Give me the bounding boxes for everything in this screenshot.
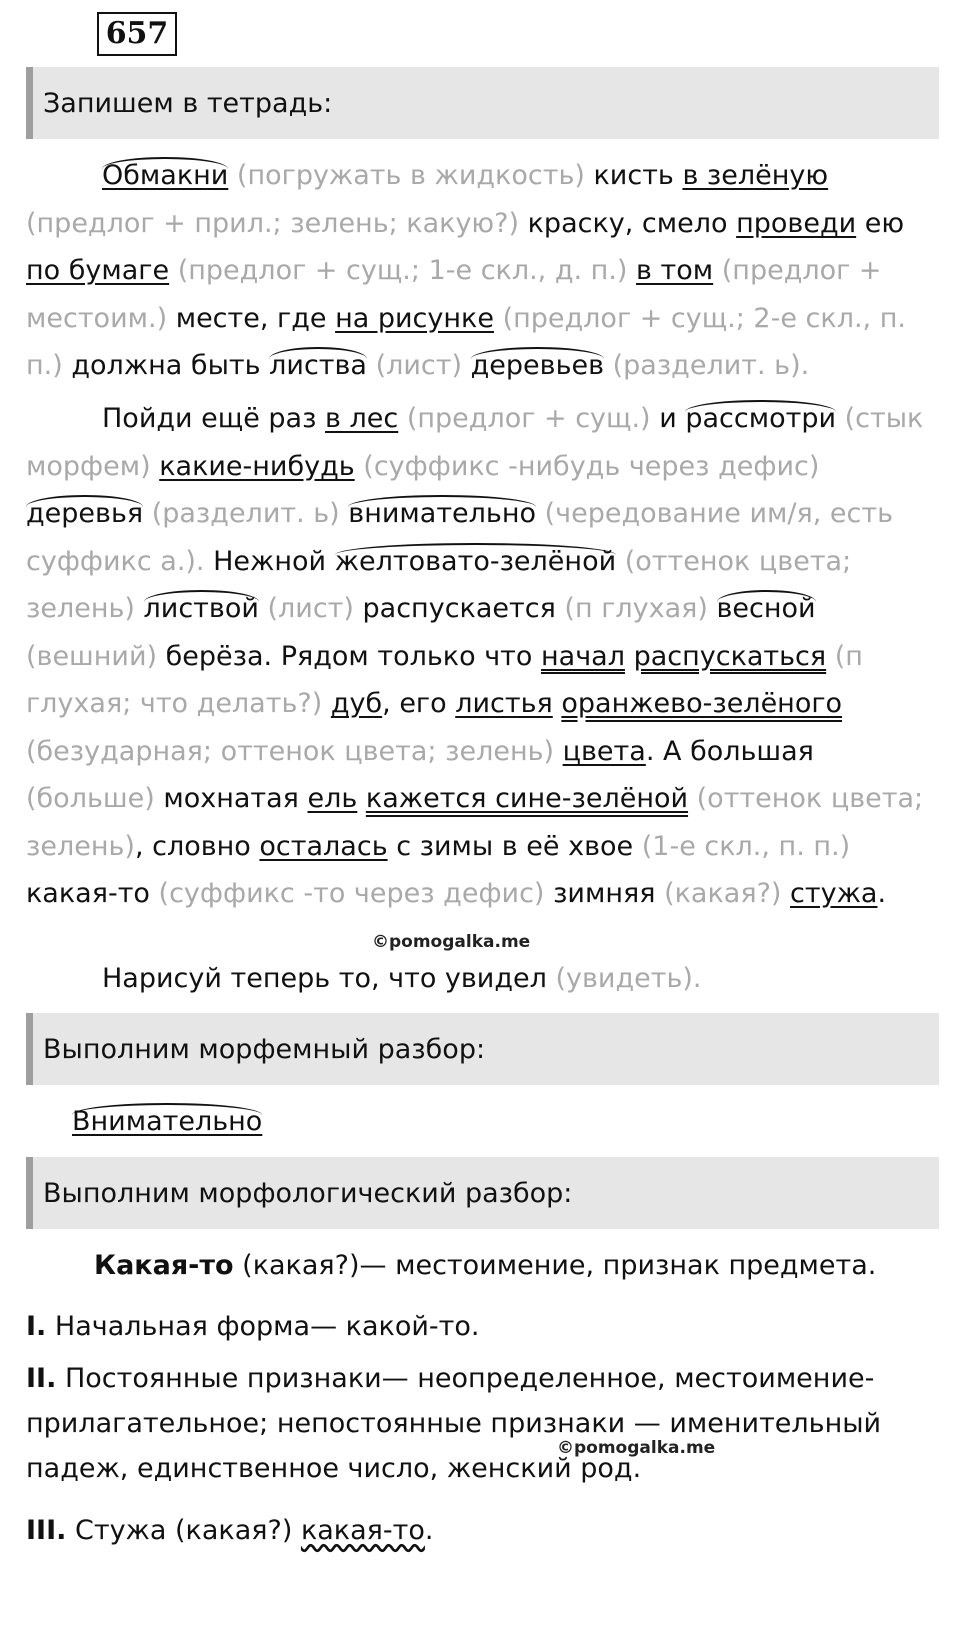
word: весной [717, 590, 816, 624]
text: . [877, 878, 887, 909]
word: начал [541, 640, 625, 672]
word: проведи [736, 207, 857, 239]
word: хвое [568, 830, 634, 862]
morph-word: Какая-то [94, 1250, 234, 1281]
morpheme-word-text: Внимательно [72, 1103, 262, 1137]
item-number: III. [26, 1515, 67, 1546]
hint: (чередование им/я, есть суффикс а.). [26, 498, 894, 577]
section-heading-morph [26, 1157, 939, 1229]
text: Нежной [213, 545, 327, 577]
hint: (безударная; оттенок цвета; зелень) [26, 735, 555, 767]
text: , его [382, 688, 447, 719]
word: в зелёную [682, 160, 829, 191]
item-number: II. [26, 1363, 57, 1394]
hint: (предлог + сущ.) [406, 403, 651, 434]
hint: (суффикс -то через дефис) [158, 878, 545, 909]
text: Пойди ещё раз [102, 403, 317, 434]
hint: (какая?) [664, 878, 782, 909]
item-text: Стужа (какая?) [75, 1515, 293, 1546]
morpheme-word [72, 1098, 372, 1146]
hint: (разделит. ь). [612, 350, 810, 381]
word: цвета [562, 735, 646, 767]
watermark: ©pomogalka.me [372, 932, 531, 952]
section-heading-write-text: Запишем в тетрадь: [43, 87, 333, 119]
hint: (стык морфем) [26, 403, 924, 482]
text: месте, где [175, 302, 327, 334]
word: распускается [362, 593, 556, 624]
text: краску, смело [527, 207, 728, 239]
hint: (вешний) [26, 640, 158, 672]
item-end: . [424, 1515, 434, 1546]
hint: (лист) [267, 593, 354, 624]
text: кисть [593, 160, 674, 191]
word: стужа [790, 878, 878, 909]
word: деревья [26, 495, 143, 529]
word: осталась [259, 830, 388, 862]
paragraph-3 [26, 955, 941, 1003]
hint: (больше) [26, 783, 155, 814]
hint: (п глухая) [564, 593, 708, 624]
hint: (оттенок цвета; зелень) [26, 545, 852, 624]
section-heading-write [26, 67, 939, 139]
word: рассмотри [685, 400, 836, 434]
word: по бумаге [26, 255, 170, 286]
word: желтовато-зелёной [335, 543, 616, 577]
watermark-2: ©pomogalka.me [557, 1438, 716, 1458]
word: внимательно [348, 495, 536, 529]
word: дуб [330, 688, 383, 719]
morph-intro-text: (какая?)— местоимение, признак предмета. [242, 1250, 877, 1281]
word: в том [636, 255, 714, 286]
hint: (лист) [375, 350, 463, 381]
paragraph-2 [26, 395, 941, 918]
text: и [659, 403, 677, 434]
hint: (разделит. ь) [151, 498, 340, 529]
word: большая [690, 735, 814, 767]
section-heading-morpheme [26, 1013, 939, 1085]
word: Обмакни [102, 157, 228, 191]
text: . А [645, 735, 682, 767]
word: ель [307, 783, 358, 814]
morph-item-2 [26, 1356, 941, 1491]
word: листья [455, 688, 553, 719]
text: с зимы в её [396, 830, 560, 862]
text: мохнатая [163, 783, 299, 814]
word: распускаться [633, 640, 827, 672]
hint: (предлог + прил.; зелень; какую?) [26, 207, 520, 239]
word: кажется сине-зелёной [365, 783, 689, 814]
word: какая-то [26, 878, 150, 909]
hint: (предлог + местоим.) [26, 255, 882, 334]
item-text: Начальная форма— какой-то. [54, 1311, 480, 1342]
item-number: I. [26, 1311, 47, 1342]
hint: (п глухая; что делать?) [26, 640, 863, 719]
morph-intro [26, 1242, 941, 1289]
word: оранжево-зелёного [561, 688, 843, 719]
hint: (суффикс -нибудь через дефис) [363, 450, 820, 482]
hint: (1-е скл., п. п.) [641, 830, 851, 862]
text: ею [864, 207, 905, 239]
morph-item-3 [26, 1507, 941, 1554]
text: должна быть [71, 350, 261, 381]
word: деревьев [471, 347, 604, 381]
hint: (оттенок цвета; зелень) [26, 783, 924, 862]
word: в лес [325, 403, 399, 434]
text: , словно [134, 830, 251, 862]
word: на рисунке [335, 302, 494, 334]
word: листва [269, 347, 367, 381]
item-text: Постоянные признаки— неопределенное, местоимение-прилагательное; непостоянные признаки — именительный падеж, единственное число, женский род. [26, 1363, 882, 1484]
word: листвой [144, 590, 259, 624]
section-heading-morph-text: Выполним морфологический разбор: [43, 1177, 573, 1209]
text: Нарисуй теперь то, что увидел [102, 963, 547, 994]
item-word: какая-то [300, 1515, 425, 1546]
section-heading-morpheme-text: Выполним морфемный разбор: [43, 1033, 486, 1065]
word: какие-нибудь [159, 450, 355, 482]
task-number: 657 [97, 12, 177, 56]
hint: (увидеть). [555, 963, 702, 994]
hint: (погружать в жидкость) [236, 160, 585, 191]
hint: (предлог + сущ.; 1-е скл., д. п.) [177, 255, 628, 286]
paragraph-1 [26, 152, 941, 390]
word: зимняя [553, 878, 656, 909]
hint: (предлог + сущ.; 2-е скл., п. п.) [26, 302, 906, 381]
text: берёза. Рядом только что [165, 640, 533, 672]
morph-item-1 [26, 1303, 941, 1350]
